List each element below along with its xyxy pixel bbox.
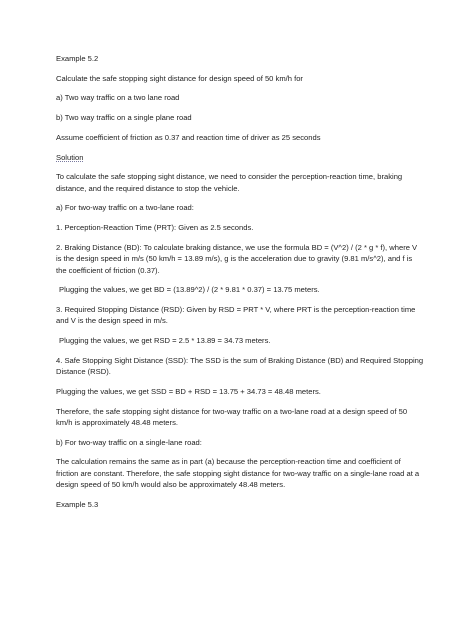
step-2-calculation: Plugging the values, we get BD = (13.89^2) / (2 * 9.81 * 0.37) = 13.75 meters.: [59, 285, 320, 295]
problem-part-b: b) Two way traffic on a single plane road: [56, 113, 192, 123]
part-a-heading: a) For two-way traffic on a two-lane road:: [56, 203, 194, 213]
step-3-required-stopping-distance: 3. Required Stopping Distance (RSD): Given by RSD = PRT * V, where PRT is the perception-reaction time and V is the design speed in m/s.: [56, 304, 416, 326]
problem-statement: Calculate the safe stopping sight distance for design speed of 50 km/h for: [56, 73, 303, 83]
solution-intro: To calculate the safe stopping sight distance, we need to consider the perception-reaction time, braking distance, and the required distance to stop the vehicle.: [56, 172, 403, 193]
solution-heading: [56, 152, 424, 163]
part-b-heading: b) For two-way traffic on a single-lane road:: [56, 437, 202, 447]
step-4-calculation: Plugging the values, we get SSD = BD + RSD = 13.75 + 34.73 = 48.48 meters.: [56, 386, 321, 396]
problem-assumption: Assume coefficient of friction as 0.37 and reaction time of driver as 25 seconds: [56, 132, 321, 142]
step-2-braking-distance: 2. Braking Distance (BD): To calculate braking distance, we use the formula BD = (V^2) / (2 * g * f), where V is the design speed in m/s (50 km/h = 13.89 m/s), g is the acceleration due to gravity (9.81 m/s^2), and f is the coefficient of friction (0.37).: [56, 242, 418, 275]
solution-heading-text: Solution: [56, 152, 84, 162]
step-3-calculation: Plugging the values, we get RSD = 2.5 * 13.89 = 34.73 meters.: [59, 336, 271, 346]
step-4-safe-stopping-sight-distance: 4. Safe Stopping Sight Distance (SSD): The SSD is the sum of Braking Distance (BD) and Required Stopping Distance (RSD).: [56, 355, 424, 377]
next-example-heading: Example 5.3: [56, 499, 99, 509]
problem-part-a: a) Two way traffic on a two lane road: [56, 93, 180, 103]
part-b-explanation: The calculation remains the same as in part (a) because the perception-reaction time and coefficient of friction are constant. Therefore, the safe stopping sight distance for two-way traffic on a single-lane road at a design speed of 50 km/h would also be approximately 48.48 meters.: [56, 457, 420, 490]
step-1-prt: 1. Perception-Reaction Time (PRT): Given as 2.5 seconds.: [56, 223, 254, 233]
example-heading: Example 5.2: [56, 54, 99, 63]
part-a-conclusion: Therefore, the safe stopping sight distance for two-way traffic on a two-lane road at a design speed of 50 km/h is approximately 48.48 meters.: [56, 406, 408, 427]
